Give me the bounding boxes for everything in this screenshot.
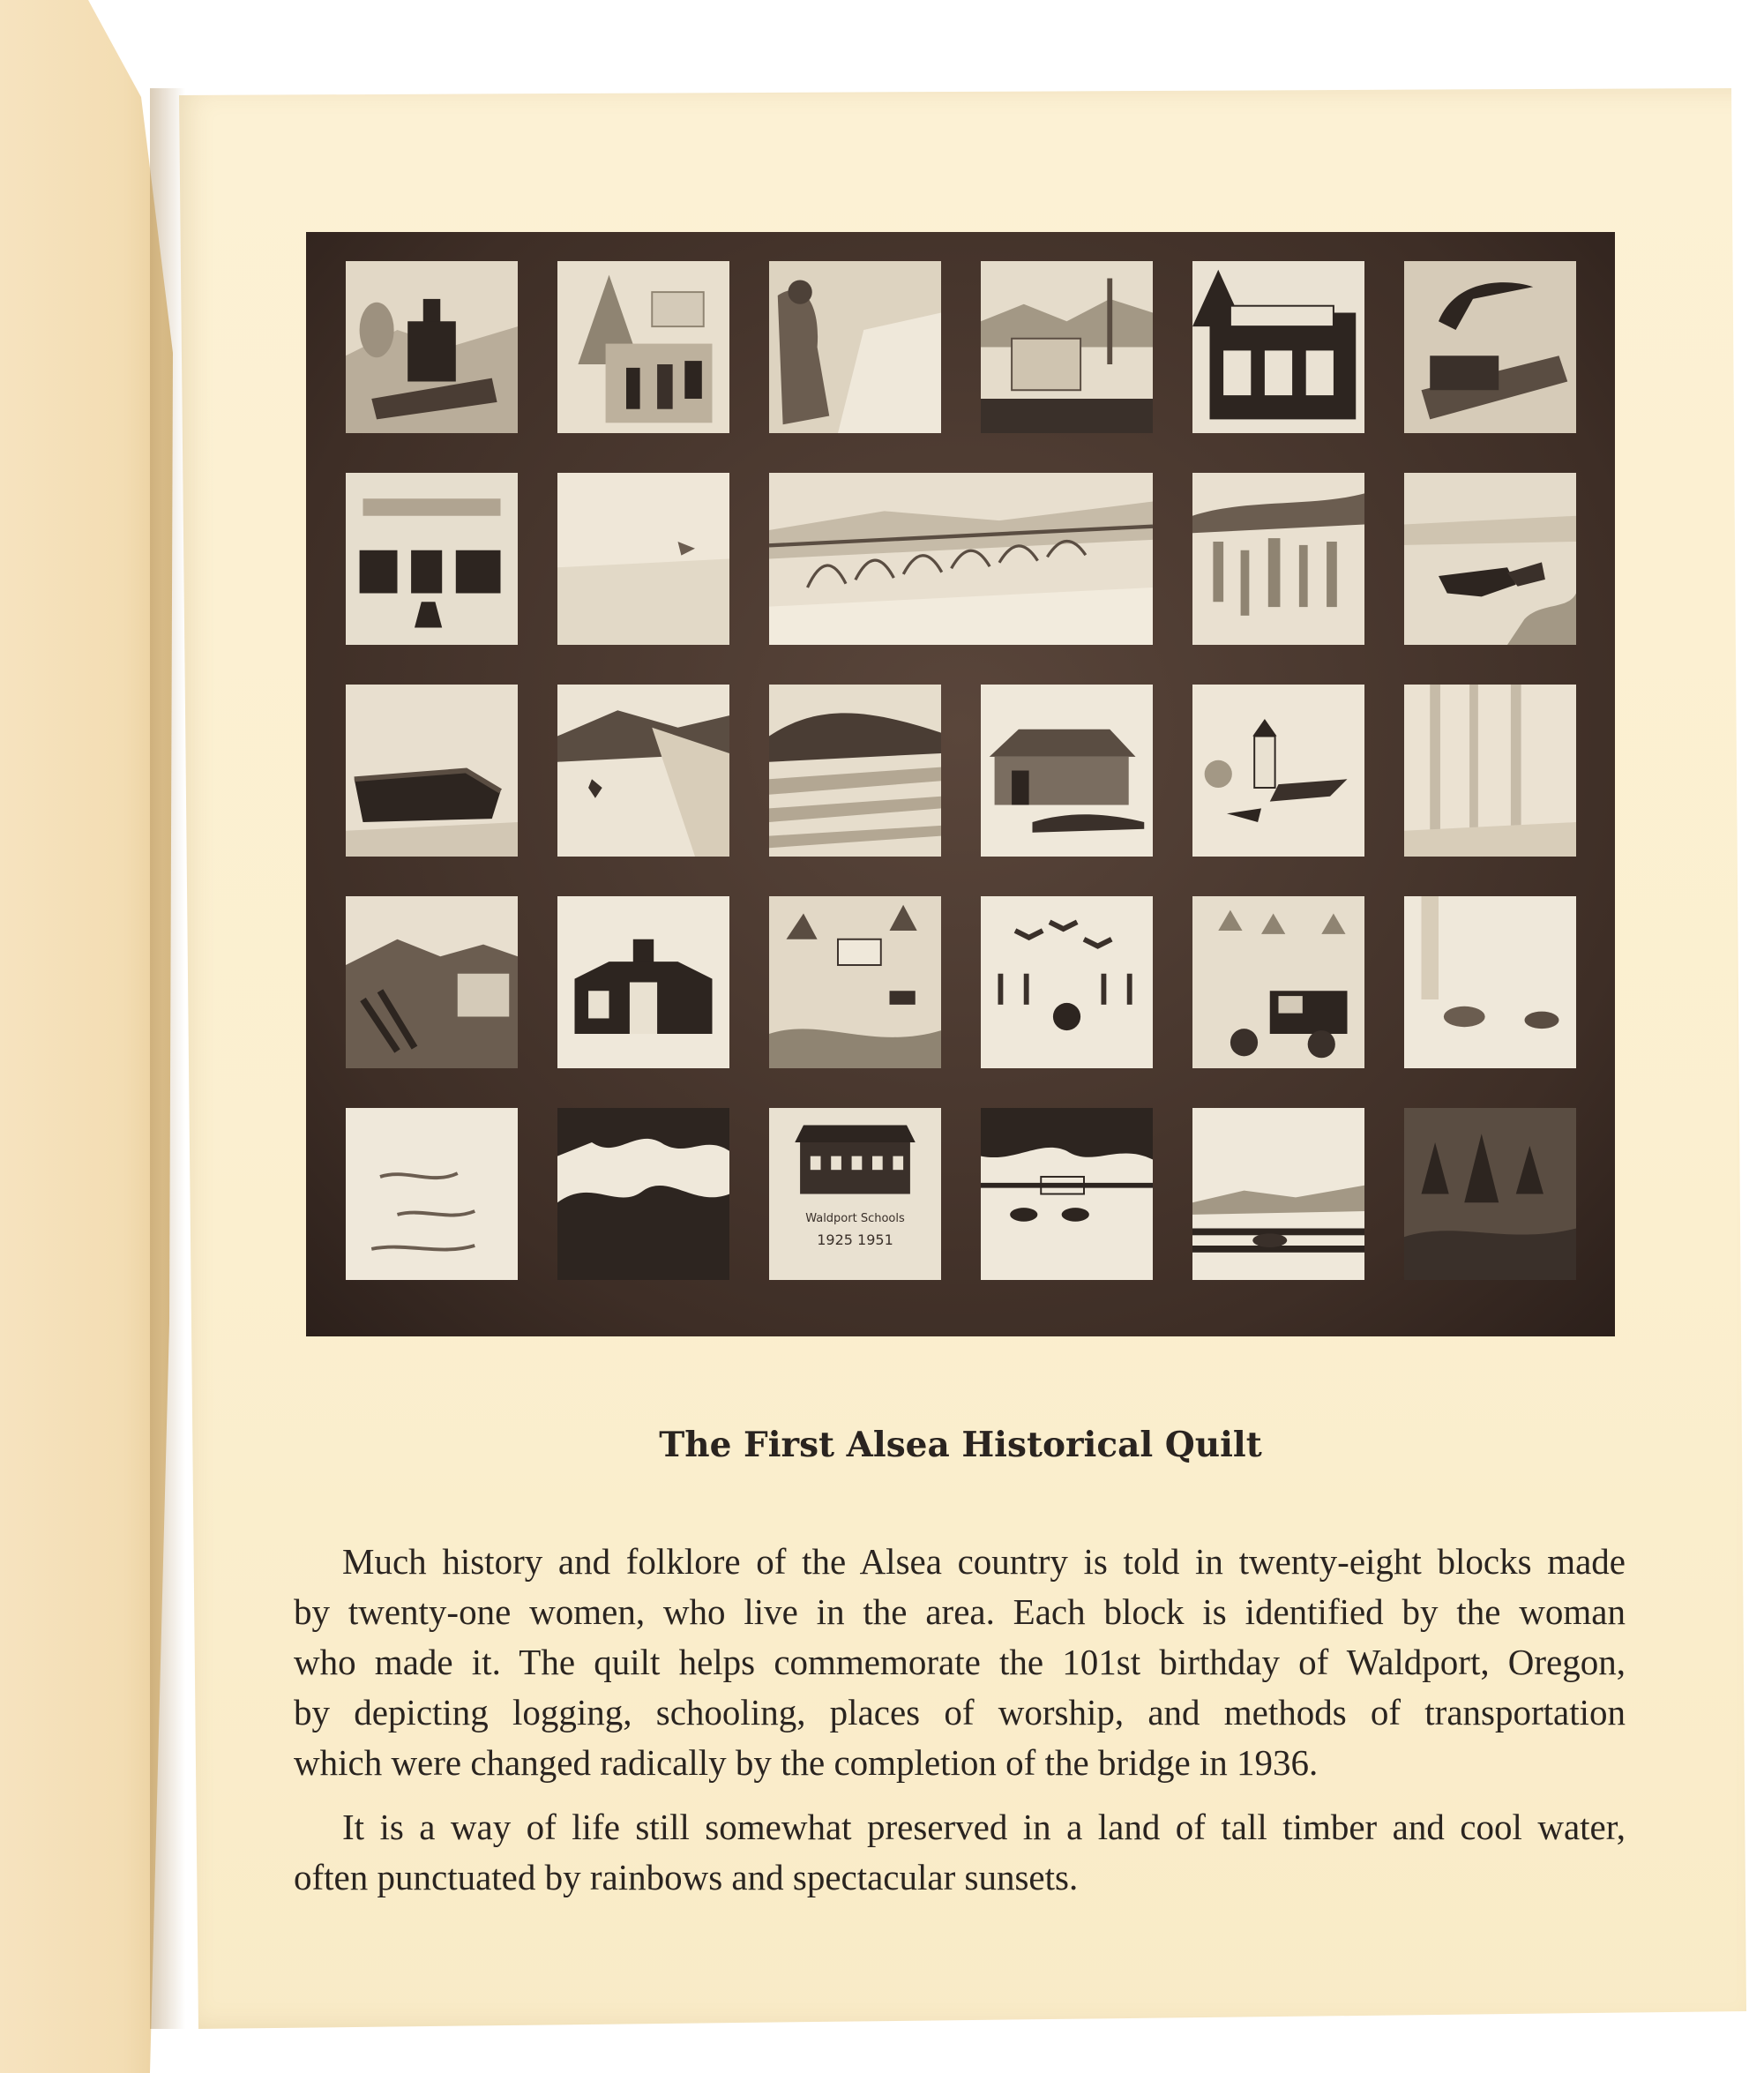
paragraph-2-line: It is a way of life still somewhat preserved in a land of tall timber and cool water, bbox=[342, 1807, 1626, 1847]
quilt-block-church bbox=[557, 896, 729, 1068]
quilt-block-barn bbox=[981, 685, 1153, 857]
paragraph-1-line: by twenty-one women, who live in the area. Each block is identified by the woman bbox=[294, 1591, 1626, 1632]
paragraph-1-line: which were changed radically by the completion of the bridge in 1936. bbox=[294, 1742, 1319, 1783]
quilt-block-bridge bbox=[769, 473, 1153, 645]
school-block-years: 1925 1951 bbox=[817, 1231, 893, 1248]
body-text bbox=[294, 1537, 1626, 1903]
paragraph-1 bbox=[294, 1537, 1626, 1788]
page-title: The First Alsea Historical Quilt bbox=[659, 1425, 1262, 1465]
quilt-block-wood-stove bbox=[346, 261, 518, 433]
quilt-block-mountain-logging bbox=[346, 896, 518, 1068]
quilt-block-signature bbox=[346, 1108, 518, 1280]
quilt-block-stagecoach bbox=[1404, 473, 1576, 645]
spine-shadow bbox=[150, 88, 185, 2029]
quilt-block-valley-stripes bbox=[769, 685, 941, 857]
paragraph-2-line: often punctuated by rainbows and spectacular sunsets. bbox=[294, 1857, 1079, 1897]
quilt-block-silhouette-trees bbox=[557, 1108, 729, 1280]
quilt-block-mountain-field bbox=[557, 685, 729, 857]
quilt-block-forest-stumps bbox=[1192, 473, 1364, 645]
quilt-block-dark-forest bbox=[1404, 1108, 1576, 1280]
quilt-block-cabin-fence bbox=[981, 261, 1153, 433]
paragraph-1-line: Much history and folklore of the Alsea country is told in twenty-eight blocks made bbox=[342, 1541, 1626, 1582]
quilt-block-birds-fence bbox=[981, 896, 1153, 1068]
quilt-block-tree-house bbox=[557, 261, 729, 433]
quilt-block-train bbox=[1404, 261, 1576, 433]
quilt-block-map bbox=[769, 896, 941, 1068]
quilt-block-lighthouse bbox=[1192, 685, 1364, 857]
school-block-text: Waldport Schools bbox=[805, 1212, 905, 1225]
quilt-block-figure-river bbox=[769, 261, 941, 433]
paragraph-1-line: who made it. The quilt helps commemorate the 101st birthday of Waldport, Oregon, bbox=[294, 1642, 1626, 1682]
quilt-block-covered-shed bbox=[346, 685, 518, 857]
quilt-photo bbox=[306, 232, 1615, 1336]
paragraph-1-line: by depicting logging, schooling, places of worship, and methods of transportation bbox=[294, 1692, 1626, 1732]
quilt-block-hills-bridge bbox=[981, 1108, 1153, 1280]
quilt-block-building-front bbox=[346, 473, 518, 645]
paragraph-2 bbox=[294, 1802, 1626, 1903]
quilt-block-seascape bbox=[557, 473, 729, 645]
quilt-block-shoreline bbox=[1192, 1108, 1364, 1280]
quilt-block-tall-trees bbox=[1404, 685, 1576, 857]
quilt-block-automobile bbox=[1192, 896, 1364, 1068]
quilt-block-beach bbox=[1404, 896, 1576, 1068]
quilt-block-store bbox=[1192, 261, 1364, 433]
quilt-block-school bbox=[769, 1108, 941, 1280]
